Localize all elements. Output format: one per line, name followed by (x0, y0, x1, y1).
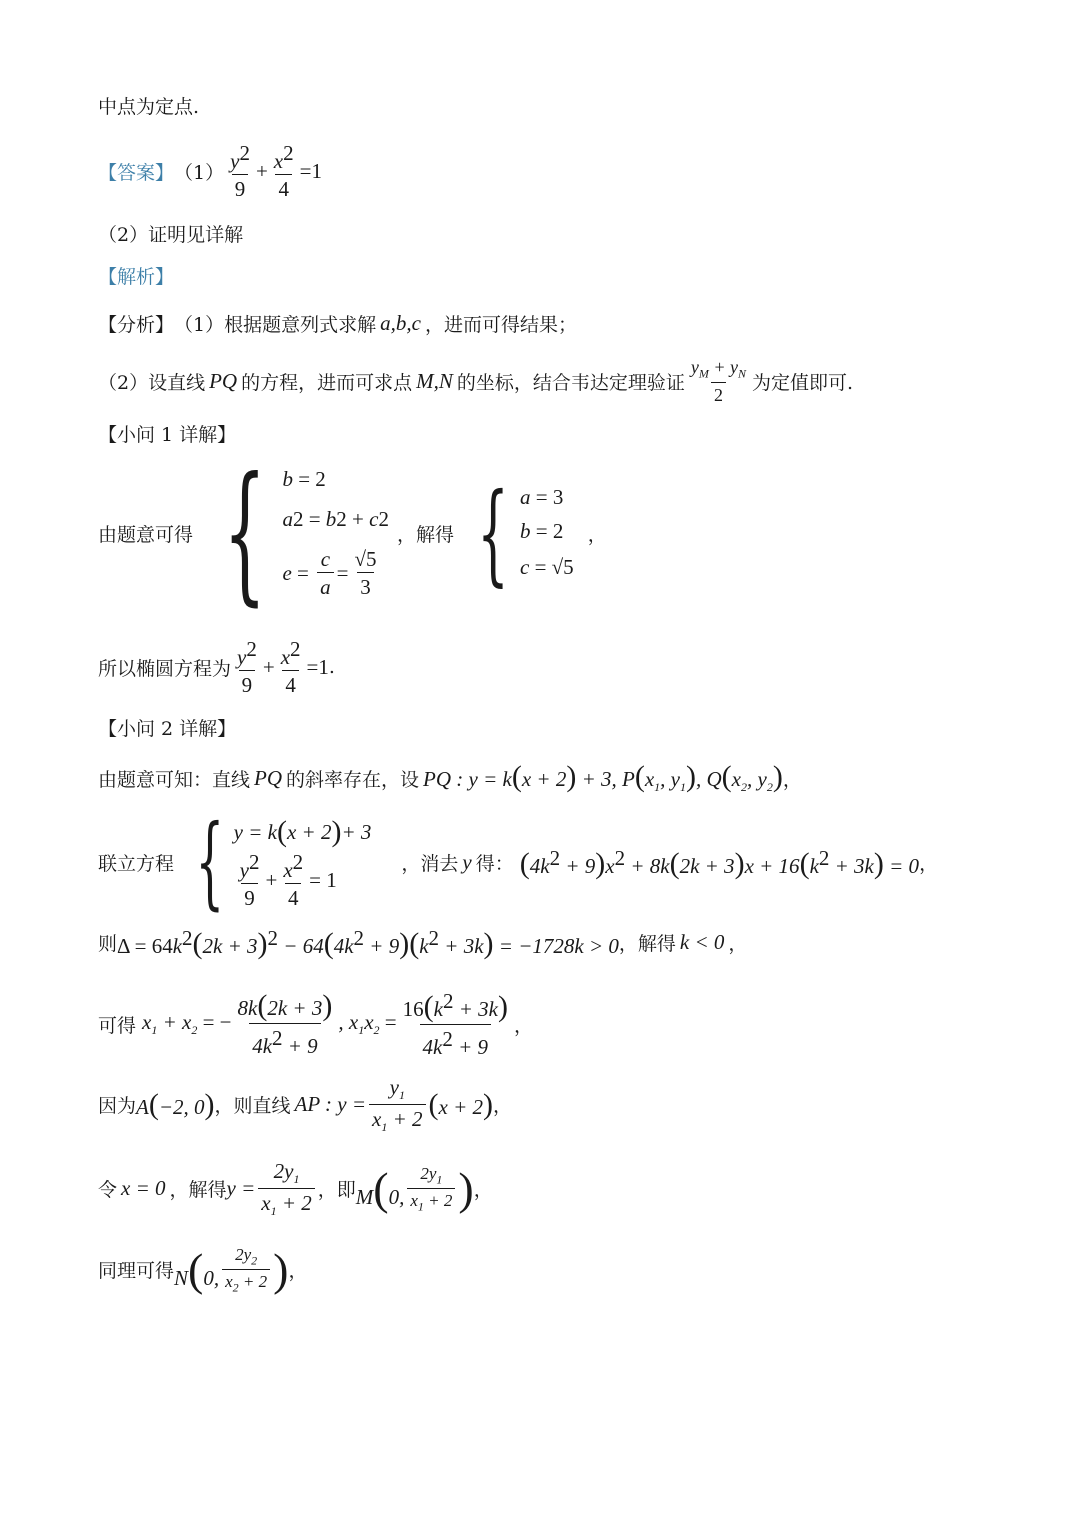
text-fragment: ，消去 (401, 852, 459, 875)
text-fragment: 令 (98, 1179, 118, 1202)
q2-delta-line: 则 $\Delta = 64k^2(2k + 3)^2 - 64(4k^2 + 9)(k^2 + 3k) = -1728k > 0$ ，解得 k < 0 ， (98, 926, 748, 960)
equation-system-2: { y = k ( x + 2 ) + 3 $\frac{y^2}{9}$ + $\frac{x^2}{4}$ = 1 (195, 803, 372, 920)
text-fragment: ， (493, 1095, 513, 1118)
text-fragment: ， (288, 1260, 308, 1283)
text-fragment: 的斜率存在，设 (286, 769, 420, 792)
text-line-1 (98, 92, 199, 119)
text-fragment: 得： (475, 852, 514, 875)
text-fragment: （2）设直线 (98, 372, 206, 395)
text-fragment: ，则直线 (214, 1095, 291, 1118)
text-fragment: ， (473, 1179, 493, 1202)
text-fragment: ，进而可得结果； (424, 314, 577, 336)
text-fragment: ， (728, 933, 748, 955)
fenxi-line-2: （2）设直线 PQ 的方程，进而可求点 M,N 的坐标，结合韦达定理验证 $\frac{y_M + y_N}{2}$ 为定值即可. (98, 357, 854, 406)
q2-line-n: 同理可得 N(0, $\frac{2y_2}{x_2 + 2}$ ) ， (98, 1243, 308, 1295)
text-fragment: ， (513, 1014, 533, 1037)
answer-line: 【答案】 （1） $\frac{y^2}{9}$ + $\frac{x^2}{4}$ =1 (98, 141, 322, 202)
q1-title-text: 【小问 1 详解】 (98, 424, 237, 446)
text-fragment: 则 (98, 933, 118, 955)
text-fragment: 可得 (98, 1014, 137, 1037)
q2-title (98, 714, 236, 741)
text-fragment: ，解得 (396, 523, 454, 546)
text-fragment: 因为 (98, 1095, 137, 1118)
q2-line-m: 令 x = 0 ，解得 y = $\frac{2y_1}{x_1 + 2}$ ，即 M(0, $\frac{2y_1}{x_1 + 2}$ ) ， (98, 1159, 493, 1218)
text-fragment: 的方程，进而可求点 (241, 372, 413, 395)
q2-line-1: 由题意可知：直线 PQ 的斜率存在，设 PQ : y = k(x + 2) + 3, $P(x_1$, $y_1$), $Q(x_2$, $y_2$) ， (98, 760, 802, 795)
answer-part2-text: （2）证明见详解 (98, 224, 244, 246)
answer-part2 (98, 220, 243, 247)
equation-system: { b = 2 a 2 = b 2 + c 2 e = $\frac{c}{a}$ = $\frac{√5}{3}$ (223, 446, 389, 620)
answer-part1-label: （1） (174, 161, 225, 184)
fenxi-tag: 【分析】 (98, 314, 175, 336)
text-fragment: （1）根据题意列式求解 (174, 314, 377, 336)
q1-system-line (98, 446, 607, 620)
text-fragment: 同理可得 (98, 1260, 175, 1283)
analysis-tag-line (98, 262, 174, 289)
fenxi-line-1: 【分析】 （1）根据题意列式求解 a,b,c ，进而可得结果； (98, 311, 577, 336)
q2-title-text: 【小问 2 详解】 (98, 718, 237, 740)
text-fragment: 由题意可得 (98, 523, 194, 546)
text-fragment: 所以椭圆方程为 (98, 657, 232, 680)
text-fragment: 的坐标，结合韦达定理验证 (456, 372, 685, 395)
q2-line-ap: 因为 A(−2, 0) ，则直线 AP : y = $\frac{y_1}{x_1 + 2}$ (x + 2) ， (98, 1075, 513, 1134)
text-fragment: ，即 (317, 1179, 356, 1202)
solution-system: { a = 3 b = 2 c = √5 (477, 469, 574, 597)
text-fragment: ， (587, 523, 607, 546)
text-fragment: 中点为定点. (98, 96, 200, 118)
answer-tag: 【答案】 (98, 161, 175, 184)
text-fragment: 联立方程 (98, 852, 175, 875)
q1-title (98, 420, 236, 447)
q1-conclusion: 所以椭圆方程为 $\frac{y^2}{9}$ + $\frac{x^2}{4}$ =1 . (98, 637, 335, 698)
text-fragment: ， (919, 852, 939, 875)
text-fragment: ，解得 (169, 1179, 227, 1202)
analysis-tag: 【解析】 (98, 266, 175, 288)
text-fragment: ，解得 (618, 933, 676, 955)
q2-system-line: 联立方程 { y = k ( x + 2 ) + 3 $\frac{y^2}{9}$ + $\frac{x^2}{4}$ = 1 ，消去 y 得： $(4k^2 + 9)x^2 + 8k(2k + 3)x + 16(k^2 + 3k) = 0$ ， (98, 803, 939, 920)
text-fragment: . (328, 656, 335, 679)
text-fragment: ， (782, 769, 802, 792)
text-fragment: 由题意可知：直线 (98, 769, 251, 792)
q2-vieta-line: 可得 $x_1 + x_2$ = − $\frac{8k(2k + 3)}{4k^2 + 9}$ , $x_1x_2$ = $\frac{16(k^2 + 3k)}{4k^2 + 9}$ ， (98, 989, 533, 1059)
text-fragment: 为定值即可. (752, 372, 854, 395)
